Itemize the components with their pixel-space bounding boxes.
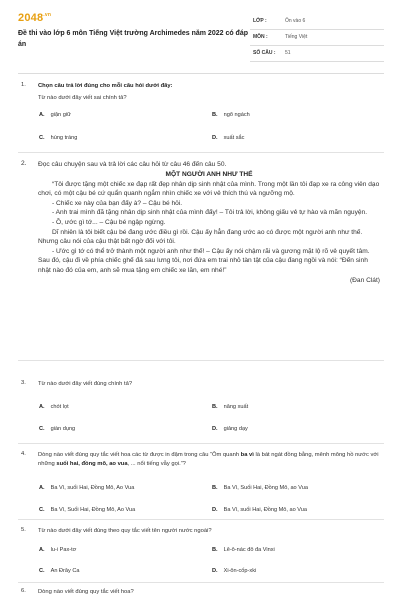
- option-d[interactable]: D. giảng dạy: [212, 426, 248, 432]
- question-divider: [18, 152, 384, 153]
- option-c[interactable]: C. hùng tráng: [39, 135, 78, 141]
- question-text: Từ nào dưới đây viết đúng chính tả?: [38, 381, 133, 387]
- logo-suffix: .vn: [43, 12, 52, 18]
- option-b[interactable]: B. ngõ ngách: [212, 112, 250, 118]
- question-number: 4.: [21, 451, 26, 457]
- question-1: [18, 82, 384, 152]
- passage-paragraph: “Tôi được tặng một chiếc xe đạp rất đẹp nhân dịp sinh nhật của mình. Trong một lần tôi đạp xe ra công viên dạo chơi, có một cậu bé cứ quẩn quanh ngắm nhìn chiếc xe với vẻ thích thú và ngưỡng mộ.: [38, 180, 380, 198]
- meta-key: MÔN :: [253, 34, 268, 40]
- meta-value: 51: [285, 50, 291, 56]
- option-b[interactable]: B. Ba Vì, Suối Hai, Đồng Mô, ao Vua: [212, 485, 308, 491]
- question-number: 5.: [21, 527, 26, 533]
- option-a[interactable]: A. lu-i Pax-tơ: [39, 547, 77, 553]
- passage-paragraph: - Chiếc xe này của bạn đấy à? – Cậu bé hỏi.: [52, 199, 183, 207]
- meta-row-class: [250, 14, 384, 30]
- meta-key: SỐ CÂU :: [253, 50, 276, 56]
- question-text: Dòng nào viết đúng quy tắc viết hoa?: [38, 589, 134, 595]
- question-number: 1.: [21, 82, 26, 88]
- reading-passage: [38, 170, 380, 285]
- bold-term: ba vì: [240, 452, 254, 458]
- page-header: [0, 0, 400, 72]
- question-number: 2.: [21, 160, 27, 167]
- logo-text: 2048: [18, 12, 44, 24]
- question-instruction: Chọn câu trả lời đúng cho mỗi câu hỏi dưới đây:: [38, 83, 173, 89]
- document-meta-table: [250, 14, 384, 62]
- question-6: [18, 588, 384, 598]
- option-c[interactable]: C. giàn dụng: [39, 426, 76, 432]
- passage-paragraph: - Anh trai mình đã tặng nhân dịp sinh nhật của mình đấy! – Tôi trả lời, không giấu vẻ tự hào và mãn nguyện.: [52, 209, 368, 217]
- question-number: 3.: [21, 380, 26, 386]
- question-text: Đọc câu chuyện sau và trả lời các câu hỏi từ câu 46 đến câu 50.: [38, 161, 227, 168]
- question-text: Dòng nào viết đúng quy tắc viết hoa các từ được in đậm trong câu “Ôm quanh ba vì là bát ngát đồng bằng, mênh mông hồ nước với những suối hai, đồng mô, ao vua, ... nổi tiếng vẫy gọi.”?: [38, 452, 379, 467]
- question-4: [18, 451, 384, 513]
- question-divider: [18, 582, 384, 583]
- passage-paragraph: - Ước gì tớ có thể trở thành một người anh như thế! – Cậu ấy nói chậm rãi và gương mặt lộ rõ vẻ quyết tâm. Sau đó, cậu đi về phía chiếc ghế đá sau lưng tôi, nơi đứa em trai nhỏ tàn tật của cậu đang ngồi và nói: “Đến sinh nhật nào đó của em, anh sẽ mua tặng em chiếc xe lăn, em nhé!”: [38, 247, 370, 274]
- question-3: [18, 380, 384, 440]
- option-a[interactable]: A. Ba Vì, suối Hai, Đồng Mô, Ao Vua: [39, 485, 135, 491]
- option-b[interactable]: B. nâng xuất: [212, 404, 249, 410]
- passage-author: (Đan Clát): [349, 276, 380, 284]
- question-divider: [18, 443, 384, 444]
- meta-row-count: [250, 46, 384, 62]
- question-number: 6.: [21, 588, 26, 594]
- bold-term: suối hai, đồng mô, ao vua: [56, 461, 128, 467]
- passage-title: MỘT NGƯỜI ANH NHƯ THẾ: [165, 171, 253, 178]
- header-divider: [18, 73, 384, 74]
- meta-row-subject: [250, 30, 384, 46]
- option-c[interactable]: C. Ba Vì, Suối Hai, Đồng Mô, Ao Vua: [39, 507, 136, 513]
- option-c[interactable]: C. An Đrây Ca: [39, 568, 80, 574]
- question-text: [38, 82, 382, 91]
- meta-value: Tiếng Việt: [285, 34, 308, 40]
- option-d[interactable]: D. xuất sắc: [212, 135, 245, 141]
- question-subtext: Từ nào dưới đây viết sai chính tả?: [38, 95, 127, 101]
- meta-key: LỚP :: [253, 18, 267, 24]
- option-d[interactable]: D. Xi-ôn-cốp-xki: [212, 568, 257, 574]
- option-a[interactable]: A. chót lọt: [39, 404, 69, 410]
- document-title: Đề thi vào lớp 6 môn Tiếng Việt trường Archimedes năm 2022 có đáp án: [18, 30, 249, 48]
- site-logo[interactable]: [18, 12, 51, 24]
- question-text: Từ nào dưới đây viết đúng theo quy tắc viết tên người nước ngoài?: [38, 528, 212, 534]
- meta-value: Ôn vào 6: [285, 18, 306, 24]
- passage-paragraph: - Ồ, ước gì tớ... – Cậu bé ngập ngừng.: [52, 218, 166, 226]
- option-a[interactable]: A. giặn giữ: [39, 112, 71, 118]
- option-b[interactable]: B. Lê-ô-nác đô đa Vinxi: [212, 547, 275, 553]
- option-d[interactable]: D. Ba Vì, suối Hai, Đồng Mô, ao Vua: [212, 507, 308, 513]
- passage-paragraph: Dĩ nhiên là tôi biết cậu bé đang ước điều gì rồi. Cậu ấy hẳn đang ước ao có được một người anh như thế. Nhưng câu nói của cậu thật bất ngờ đối với tôi.: [38, 228, 363, 246]
- question-divider: [18, 519, 384, 520]
- question-divider: [18, 360, 384, 361]
